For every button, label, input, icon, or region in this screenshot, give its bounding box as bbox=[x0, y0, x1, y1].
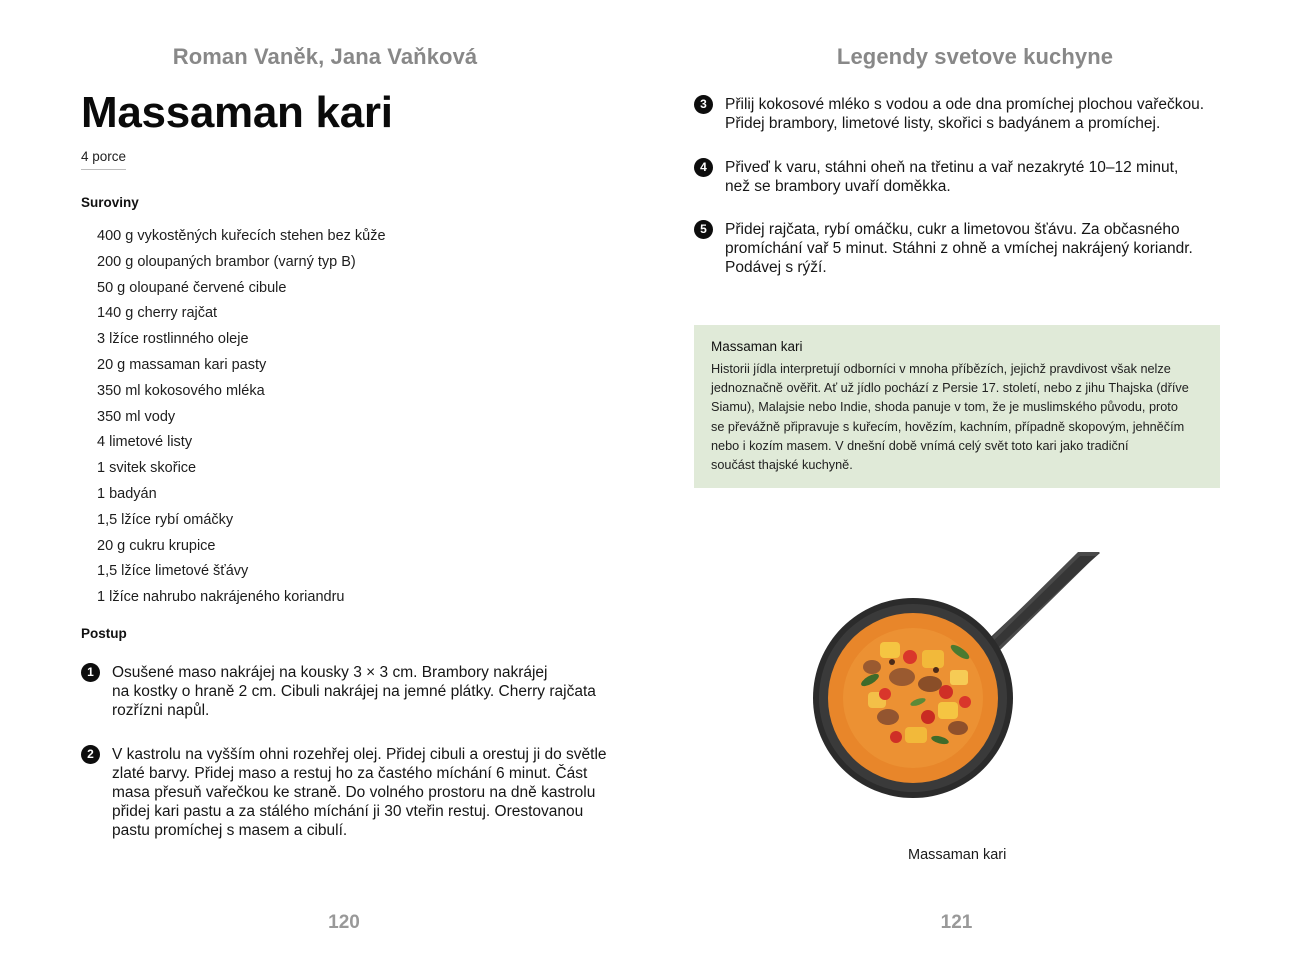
running-head-book-title: Legendy svetove kuchyne bbox=[836, 44, 1114, 69]
info-box-text bbox=[711, 360, 1203, 475]
step-line: Přilij kokosové mléko s vodou a ode dna promíchej plochou vařečkou. bbox=[725, 96, 1205, 113]
step-line: na kostky o hraně 2 cm. Cibuli nakrájej na jemné plátky. Cherry rajčata bbox=[112, 683, 596, 700]
info-box-title: Massaman kari bbox=[711, 339, 803, 354]
ingredient-item: 140 g cherry rajčat bbox=[97, 305, 218, 322]
method-step-1 bbox=[81, 663, 616, 720]
history-info-box bbox=[694, 325, 1220, 488]
ingredient-item: 350 ml vody bbox=[97, 408, 176, 425]
running-head-authors: Roman Vaněk, Jana Vaňková bbox=[172, 44, 478, 69]
ingredient-item: 350 ml kokosového mléka bbox=[97, 382, 265, 399]
info-line: jednoznačně ověřit. Ať už jídlo pochází z Persie 17. století, nebo z jihu Thajska (dříve bbox=[711, 381, 1189, 396]
ingredient-item: 20 g massaman kari pasty bbox=[97, 356, 267, 373]
method-step-5 bbox=[694, 220, 1224, 277]
step-line: pastu promíchej s masem a cibulí. bbox=[112, 822, 348, 839]
recipe-title: Massaman kari bbox=[81, 88, 393, 137]
step-line: Přidej brambory, limetové listy, skořici s badyánem a promíchej. bbox=[725, 115, 1161, 132]
photo-caption: Massaman kari bbox=[908, 847, 1007, 863]
ingredient-item: 4 limetové listy bbox=[97, 434, 193, 451]
step-text bbox=[112, 745, 607, 840]
right-page bbox=[650, 0, 1300, 975]
ingredient-item: 50 g oloupané červené cibule bbox=[97, 279, 287, 296]
servings: 4 porce bbox=[81, 149, 126, 170]
step-line: než se brambory uvaří doměkka. bbox=[725, 178, 951, 195]
ingredient-item: 3 lžíce rostlinného oleje bbox=[97, 331, 249, 348]
step-text bbox=[725, 158, 1178, 196]
step-line: Přidej rajčata, rybí omáčku, cukr a limetovou šťávu. Za občasného bbox=[725, 221, 1180, 238]
ingredient-item: 400 g vykostěných kuřecích stehen bez kůže bbox=[97, 228, 386, 244]
info-line: se převážně připravuje s kuřecím, hovězím, kachním, případně skopovým, jehněčím bbox=[711, 419, 1185, 434]
step-text bbox=[725, 95, 1204, 133]
step-line: Osušené maso nakrájej na kousky 3 × 3 cm. Brambory nakrájej bbox=[112, 664, 548, 681]
method-heading: Postup bbox=[81, 626, 127, 641]
ingredient-item: 1 svitek skořice bbox=[97, 460, 197, 477]
info-line: Historii jídla interpretují odborníci v mnoha příbězích, jejichž pravdivost však nelze bbox=[711, 362, 1171, 376]
step-text bbox=[725, 220, 1193, 277]
ingredients-heading: Suroviny bbox=[81, 195, 139, 210]
step-line: rozřízni napůl. bbox=[112, 702, 210, 719]
curry-pan-photo bbox=[810, 552, 1110, 802]
step-number-badge: 1 bbox=[81, 663, 100, 682]
pan-handle bbox=[980, 552, 1100, 656]
step-line: V kastrolu na vyšším ohni rozehřej olej. Přidej cibuli a orestuj ji do světle bbox=[112, 746, 607, 763]
step-line: masa přesuň vařečkou ke straně. Do volného prostoru na dně kastrolu bbox=[112, 784, 596, 801]
ingredient-item: 1,5 lžíce limetové šťávy bbox=[97, 563, 249, 580]
ingredient-list bbox=[97, 226, 386, 613]
method-step-2 bbox=[81, 745, 616, 840]
method-step-4 bbox=[694, 158, 1224, 196]
step-number-badge: 3 bbox=[694, 95, 713, 114]
step-line: zlaté barvy. Přidej maso a restuj ho za častého míchání 6 minut. Část bbox=[112, 765, 588, 782]
step-line: Podávej s rýží. bbox=[725, 259, 827, 276]
step-number-badge: 5 bbox=[694, 220, 713, 239]
ingredient-item: 200 g oloupaných brambor (varný typ B) bbox=[97, 253, 356, 270]
ingredient-item: 1 lžíce nahrubo nakrájeného koriandru bbox=[97, 589, 345, 606]
step-line: promíchání vař 5 minut. Stáhni z ohně a vmíchej nakrájený koriandr. bbox=[725, 240, 1193, 257]
ingredient-item: 1,5 lžíce rybí omáčky bbox=[97, 511, 234, 528]
info-line: součást thajské kuchyně. bbox=[711, 458, 853, 473]
step-line: přidej kari pastu a za stálého míchání ji 30 vteřin restuj. Orestovanou bbox=[112, 803, 584, 820]
method-step-3 bbox=[694, 95, 1224, 133]
step-number-badge: 2 bbox=[81, 745, 100, 764]
step-number-badge: 4 bbox=[694, 158, 713, 177]
page-number: 121 bbox=[940, 912, 973, 933]
page-number: 120 bbox=[328, 912, 360, 933]
ingredient-item: 1 badyán bbox=[97, 485, 157, 502]
ingredient-item: 20 g cukru krupice bbox=[97, 537, 216, 554]
step-text bbox=[112, 663, 596, 720]
info-line: nebo i kozím masem. V dnešní době vnímá celý svět toto kari jako tradiční bbox=[711, 438, 1129, 453]
step-line: Přiveď k varu, stáhni oheň na třetinu a vař nezakryté 10–12 minut, bbox=[725, 159, 1179, 176]
info-line: Siamu), Malajsie nebo Indie, shoda panuje v tom, že je muslimského původu, proto bbox=[711, 400, 1178, 415]
